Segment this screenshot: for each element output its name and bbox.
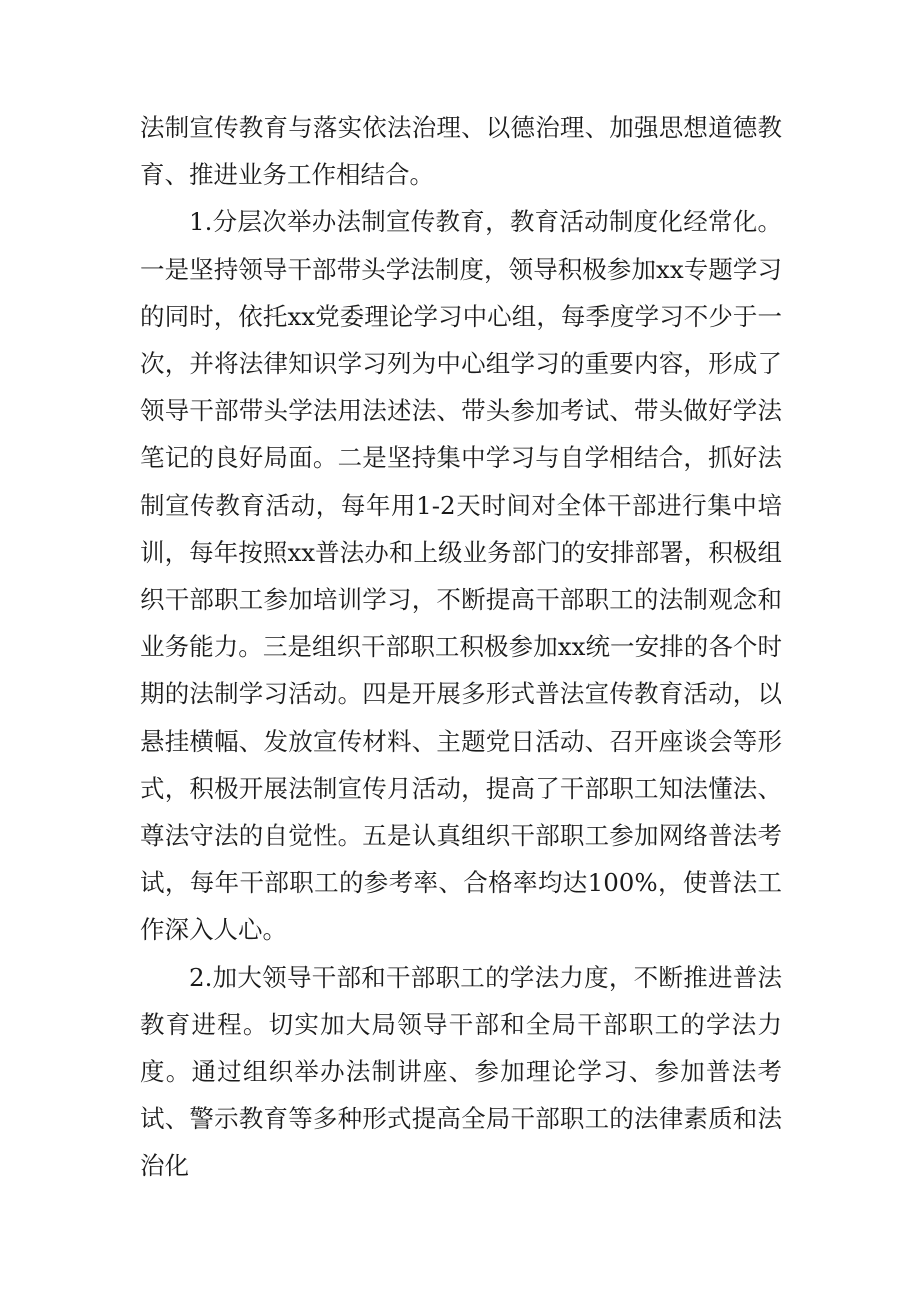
paragraph-item-2: 2.加大领导干部和干部职工的学法力度，不断推进普法教育进程。切实加大局领导干部和全局干部职工的学法力度。通过组织举办法制讲座、参加理论学习、参加普法考试、警示教育等多种形式提高全局干部职工的法律素质和法治化 xyxy=(140,962,782,1181)
paragraph-intro-continuation: 法制宣传教育与落实依法治理、以德治理、加强思想道德教育、推进业务工作相结合。 xyxy=(140,113,782,190)
paragraph-item-1: 1.分层次举办法制宣传教育，教育活动制度化经常化。一是坚持领导干部带头学法制度，领导积极参加xx专题学习的同时，依托xx党委理论学习中心组，每季度学习不少于一次，并将法律知识学习列为中心组学习的重要内容，形成了领导干部带头学法用法述法、带头参加考试、带头做好学法笔记的良好局面。二是坚持集中学习与自学相结合，抓好法制宣传教育活动，每年用1-2天时间对全体干部进行集中培训，每年按照xx普法办和上级业务部门的安排部署，积极组织干部职工参加培训学习，不断提高干部职工的法制观念和业务能力。三是组织干部职工积极参加xx统一安排的各个时期的法制学习活动。四是开展多形式普法宣传教育活动，以悬挂横幅、发放宣传材料、主题党日活动、召开座谈会等形式，积极开展法制宣传月活动，提高了干部职工知法懂法、尊法守法的自觉性。五是认真组织干部职工参加网络普法考试，每年干部职工的参考率、合格率均达100%，使普法工作深入人心。 xyxy=(140,207,782,945)
document-body xyxy=(140,104,782,1190)
